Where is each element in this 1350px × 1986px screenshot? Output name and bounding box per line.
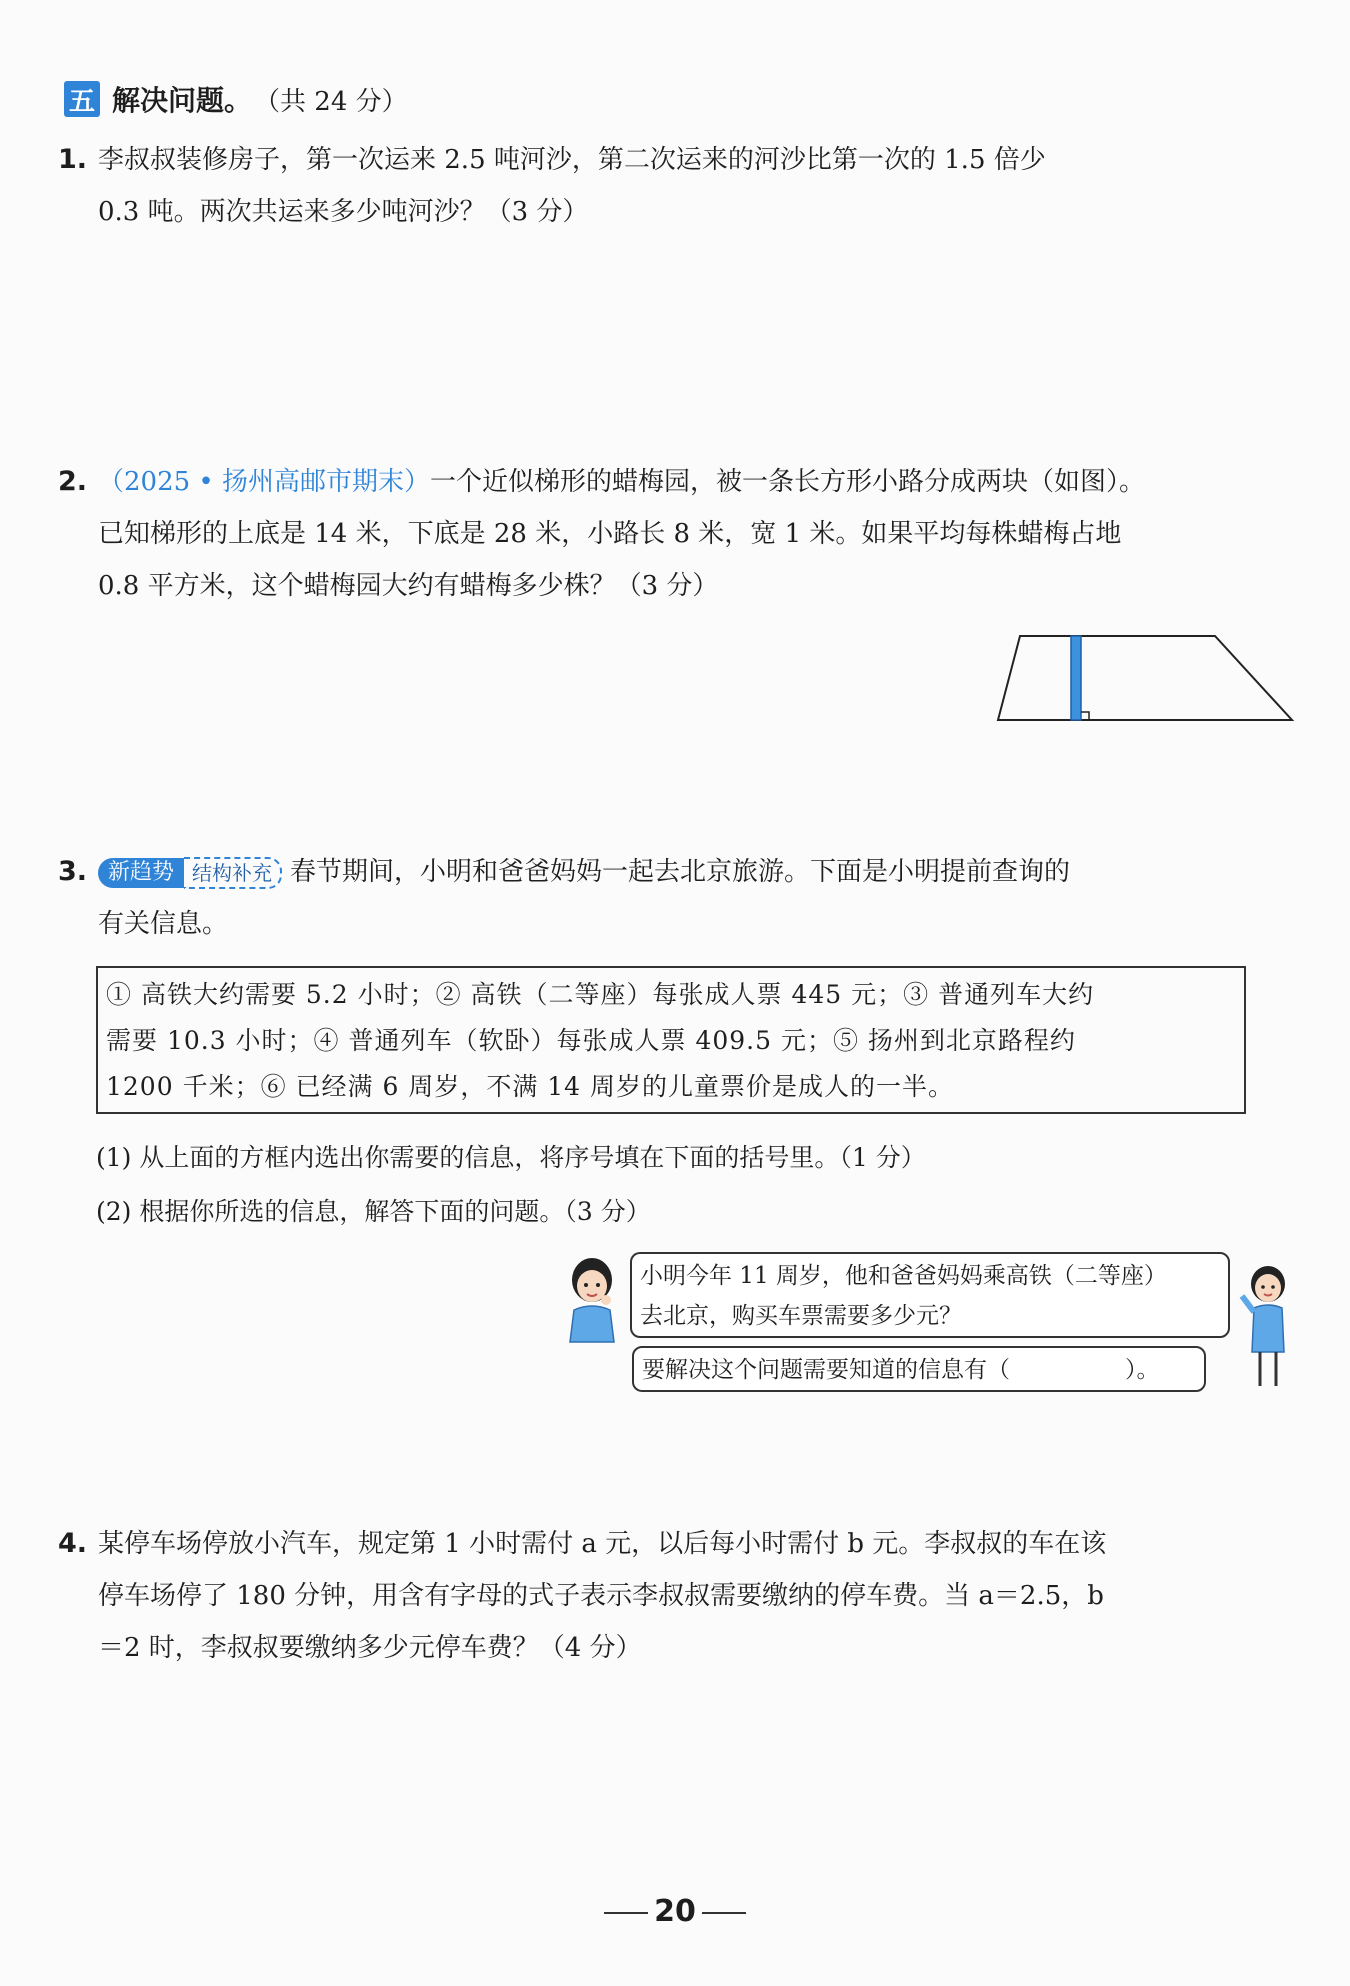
- boy-illustration: [560, 1254, 624, 1344]
- problem-2: [58, 456, 1298, 612]
- problem-text: 停车场停了 180 分钟，用含有字母的式子表示李叔叔需要缴纳的停车费。当 a＝2.5，b: [98, 1581, 1104, 1611]
- subquestion-2: (2) 根据你所选的信息，解答下面的问题。（3 分）: [96, 1197, 651, 1226]
- rectangular-path: [1071, 636, 1081, 720]
- new-trend-tag: 新趋势: [98, 858, 184, 888]
- problem-number: 2.: [58, 466, 88, 497]
- problem-text: 0.3 吨。两次共运来多少吨河沙？（3 分）: [98, 197, 589, 227]
- section-score: （共 24 分）: [254, 86, 408, 117]
- problem-number: 4.: [58, 1528, 88, 1559]
- problem-text: 李叔叔装修房子，第一次运来 2.5 吨河沙，第二次运来的河沙比第一次的 1.5 倍少: [98, 145, 1046, 175]
- problem-3: [58, 846, 1298, 950]
- section-badge: 五: [64, 81, 100, 117]
- problem-number: 1.: [58, 144, 88, 175]
- problem-1: [58, 134, 1298, 238]
- problem-text: 已知梯形的上底是 14 米，下底是 28 米，小路长 8 米，宽 1 米。如果平均每株蜡梅占地: [98, 519, 1122, 549]
- woman-illustration: [1236, 1262, 1300, 1392]
- bubble-text: 去北京，购买车票需要多少元？: [640, 1303, 962, 1329]
- problem-text: 有关信息。: [98, 909, 229, 939]
- trapezoid-outline: [998, 636, 1292, 720]
- info-line: 需要 10.3 小时；④ 普通列车（软卧）每张成人票 409.5 元；⑤ 扬州到北京路程约: [106, 1026, 1076, 1055]
- page-number-text: 20: [654, 1894, 696, 1929]
- info-box: [96, 966, 1246, 1114]
- trapezoid-garden-figure: [990, 628, 1300, 724]
- bubble-text: 小明今年 11 周岁，他和爸爸妈妈乘高铁（二等座）: [640, 1263, 1167, 1289]
- info-line: 1200 千米；⑥ 已经满 6 周岁，不满 14 周岁的儿童票价是成人的一半。: [106, 1072, 955, 1101]
- page-number: [0, 1894, 1350, 1929]
- section-heading: [64, 80, 408, 118]
- speech-bubble-question: [630, 1252, 1230, 1338]
- problem-text: 春节期间，小明和爸爸妈妈一起去北京旅游。下面是小明提前查询的: [290, 857, 1071, 887]
- problem-text: 0.8 平方米，这个蜡梅园大约有蜡梅多少株？（3 分）: [98, 571, 719, 601]
- structure-supplement-tag: 结构补充: [184, 857, 282, 889]
- problem-source: （2025 • 扬州高邮市期末）: [98, 467, 431, 497]
- speech-bubble-answer: [632, 1346, 1206, 1392]
- problem-number: 3.: [58, 856, 88, 887]
- subquestion-1: (1) 从上面的方框内选出你需要的信息，将序号填在下面的括号里。（1 分）: [96, 1143, 926, 1172]
- problem-text: 一个近似梯形的蜡梅园，被一条长方形小路分成两块（如图）。: [430, 467, 1146, 497]
- problem-4: [58, 1518, 1298, 1674]
- info-line: ① 高铁大约需要 5.2 小时；② 高铁（二等座）每张成人票 445 元；③ 普通列车大约: [106, 980, 1095, 1009]
- section-title: 解决问题。: [112, 84, 253, 117]
- bubble-text: 要解决这个问题需要知道的信息有（ ）。: [642, 1357, 1160, 1383]
- problem-text: 某停车场停放小汽车，规定第 1 小时需付 a 元，以后每小时需付 b 元。李叔叔的车在该: [98, 1529, 1107, 1559]
- right-angle-mark: [1081, 712, 1089, 720]
- problem-text: ＝2 时，李叔叔要缴纳多少元停车费？（4 分）: [98, 1633, 642, 1663]
